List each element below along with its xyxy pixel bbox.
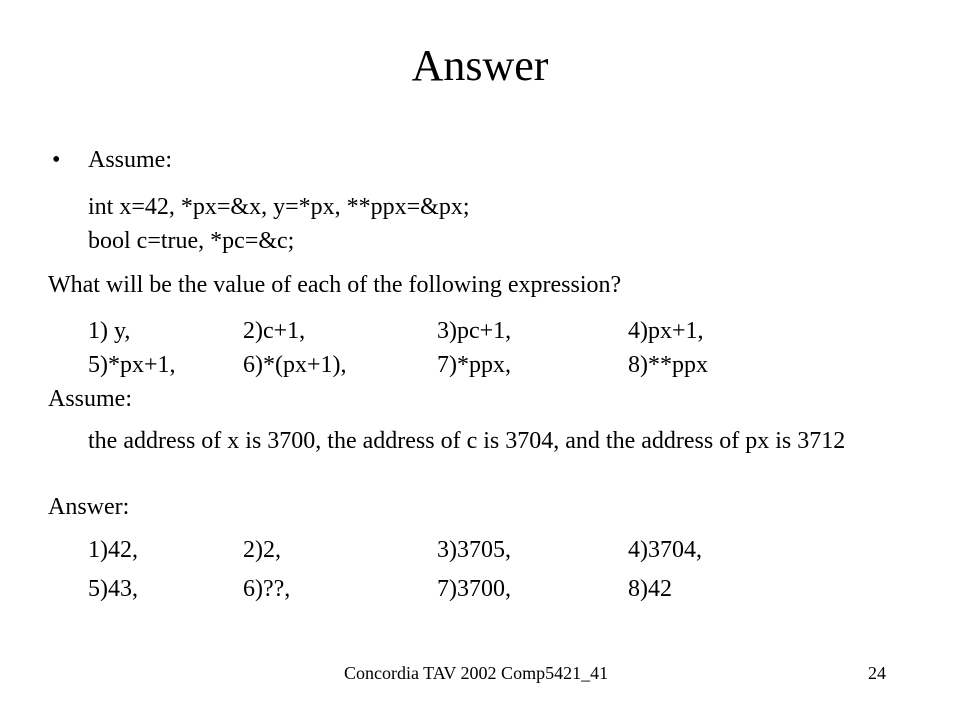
expression-item: 3)pc+1, — [437, 318, 512, 344]
assume-label-2: Assume: — [48, 386, 132, 412]
answer-item: 7)3700, — [437, 576, 511, 602]
expression-item: 1) y, — [88, 318, 131, 344]
expression-item: 6)*(px+1), — [243, 352, 347, 378]
footer-text: Concordia TAV 2002 Comp5421_41 — [344, 663, 609, 683]
expression-item: 7)*ppx, — [437, 352, 511, 378]
answer-item: 1)42, — [88, 537, 138, 563]
expression-item: 2)c+1, — [243, 318, 306, 344]
expression-item: 8)**ppx — [628, 352, 708, 378]
answer-item: 6)??, — [243, 576, 291, 602]
code-line-declarations-bool: bool c=true, *pc=&c; — [88, 228, 295, 254]
slide-title: Answer — [411, 41, 549, 90]
answer-item: 8)42 — [628, 576, 672, 602]
expression-item: 4)px+1, — [628, 318, 704, 344]
assume-label: Assume: — [88, 147, 172, 173]
answer-item: 5)43, — [88, 576, 138, 602]
address-note: the address of x is 3700, the address of c is 3704, and the address of px is 3712 — [88, 428, 846, 454]
page-number: 24 — [868, 663, 886, 683]
answer-item: 3)3705, — [437, 537, 511, 563]
answer-label: Answer: — [48, 494, 130, 520]
code-line-declarations-int: int x=42, *px=&x, y=*px, **ppx=&px; — [88, 194, 470, 220]
answer-item: 4)3704, — [628, 537, 702, 563]
question-text: What will be the value of each of the following expression? — [48, 272, 622, 298]
answer-item: 2)2, — [243, 537, 281, 563]
bullet-icon: • — [52, 147, 61, 173]
expression-item: 5)*px+1, — [88, 352, 176, 378]
